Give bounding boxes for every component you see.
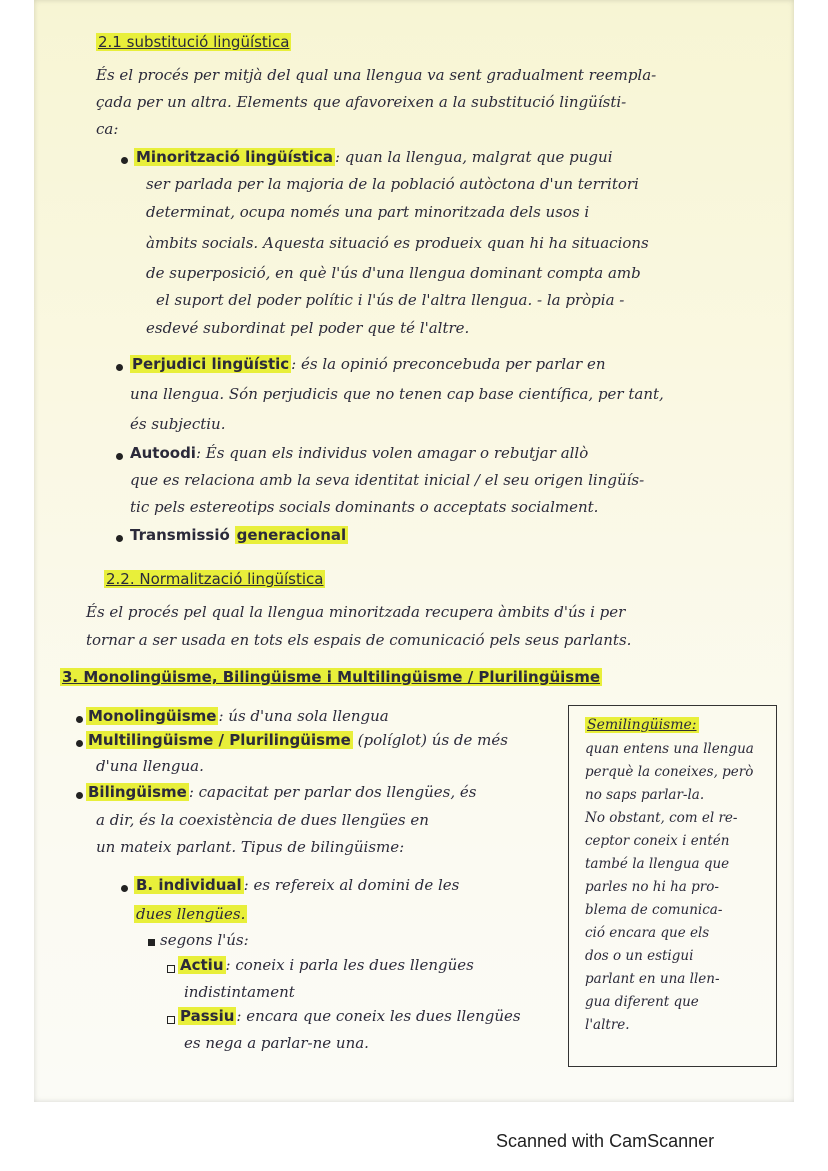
box-title: Semilingüisme: (587, 717, 697, 733)
bullet-dot (116, 364, 123, 371)
bullet-minoritzacio: Minorització lingüística : quan la llengua, malgrat que pugui (136, 148, 613, 166)
box-line: ció encara que els (585, 925, 710, 941)
hollow-bullet (167, 965, 175, 973)
text-line: es nega a parlar-ne una. (184, 1034, 369, 1052)
bullet-dot (76, 792, 83, 799)
hollow-bullet (167, 1016, 175, 1024)
text-line: que es relaciona amb la seva identitat inicial / el seu origen lingüís- (130, 471, 645, 489)
text-line: a dir, és la coexistència de dues llengües en (96, 811, 429, 829)
text-line: tornar a ser usada en tots els espais de comunicació pels seus parlants. (86, 631, 632, 649)
text-line: ca: (96, 120, 119, 138)
text-line: dues llengües. (136, 905, 246, 923)
text-line: és subjectiu. (130, 415, 226, 433)
box-line: dos o un estigui (585, 948, 694, 964)
section-2-2-title: 2.2. Normalització lingüística (106, 570, 324, 588)
box-line: l'altre. (585, 1017, 630, 1033)
bullet-dot (116, 535, 123, 542)
box-line: quan entens una llengua (585, 741, 754, 757)
text-line: esdevé subordinat pel poder que té l'altre. (146, 319, 470, 337)
text-line: ser parlada per la majoria de la població autòctona d'un territori (146, 175, 639, 193)
box-line: també la llengua que (585, 856, 730, 872)
box-line: parlant en una llen- (585, 971, 720, 987)
bullet-transmissio: Transmissió generacional (130, 526, 347, 544)
box-line: No obstant, com el re- (585, 810, 738, 826)
item-passiu: Passiu : encara que coneix les dues llengües (180, 1007, 521, 1025)
text-line: un mateix parlant. Tipus de bilingüisme: (96, 838, 405, 856)
bullet-dot (76, 740, 83, 747)
item-actiu: Actiu : coneix i parla les dues llengües (180, 956, 474, 974)
box-line: parles no hi ha pro- (585, 879, 719, 895)
bullet-perjudici: Perjudici lingüístic : és la opinió preconcebuda per parlar en (132, 355, 606, 373)
square-bullet (148, 939, 155, 946)
text-line: una llengua. Són perjudicis que no tenen cap base científica, per tant, (130, 385, 664, 403)
box-line: gua diferent que (585, 994, 699, 1010)
bullet-autoodi: Autoodi: És quan els individus volen amagar o rebutjar allò (130, 444, 589, 462)
item-monolinguisme: Monolingüisme : ús d'una sola llengua (88, 707, 389, 725)
scanner-watermark: Scanned with CamScanner (496, 1131, 715, 1151)
section-3-title: 3. Monolingüisme, Bilingüisme i Multilingüisme / Plurilingüisme (62, 668, 600, 686)
text-line: àmbits socials. Aquesta situació es produeix quan hi ha situacions (146, 234, 649, 252)
box-line: no saps parlar-la. (585, 787, 705, 803)
text-line: de superposició, en què l'ús d'una llengua dominant compta amb (146, 264, 641, 282)
text-line: determinat, ocupa només una part minoritzada dels usos i (146, 203, 590, 221)
text-line: És el procés per mitjà del qual una llengua va sent gradualment reempla- (96, 66, 657, 84)
text-line: tic pels estereotips socials dominants o acceptats socialment. (130, 498, 599, 516)
box-line: blema de comunica- (585, 902, 723, 918)
text-line: indistintament (184, 983, 295, 1001)
bullet-dot (76, 716, 83, 723)
bullet-dot (121, 885, 128, 892)
item-bilinguisme: Bilingüisme : capacitat per parlar dos llengües, és (88, 783, 477, 801)
bullet-dot (121, 157, 128, 164)
text-line: És el procés pel qual la llengua minoritzada recupera àmbits d'ús i per (86, 603, 626, 621)
item-multilinguisme: Multilingüisme / Plurilingüisme (políglot) ús de més (88, 731, 508, 749)
segons-us: segons l'ús: (160, 931, 249, 949)
text-line: çada per un altra. Elements que afavoreixen a la substitució lingüísti- (96, 93, 627, 111)
box-line: perquè la coneixes, però (585, 764, 754, 780)
text-line: el suport del poder polític i l'ús de l'altra llengua. - la pròpia - (156, 291, 625, 309)
bullet-dot (116, 453, 123, 460)
item-b-individual: B. individual : es refereix al domini de les (136, 876, 460, 894)
text-line: d'una llengua. (96, 757, 204, 775)
box-line: ceptor coneix i entén (585, 833, 730, 849)
section-2-1-title: 2.1 substitució lingüística (98, 33, 290, 51)
